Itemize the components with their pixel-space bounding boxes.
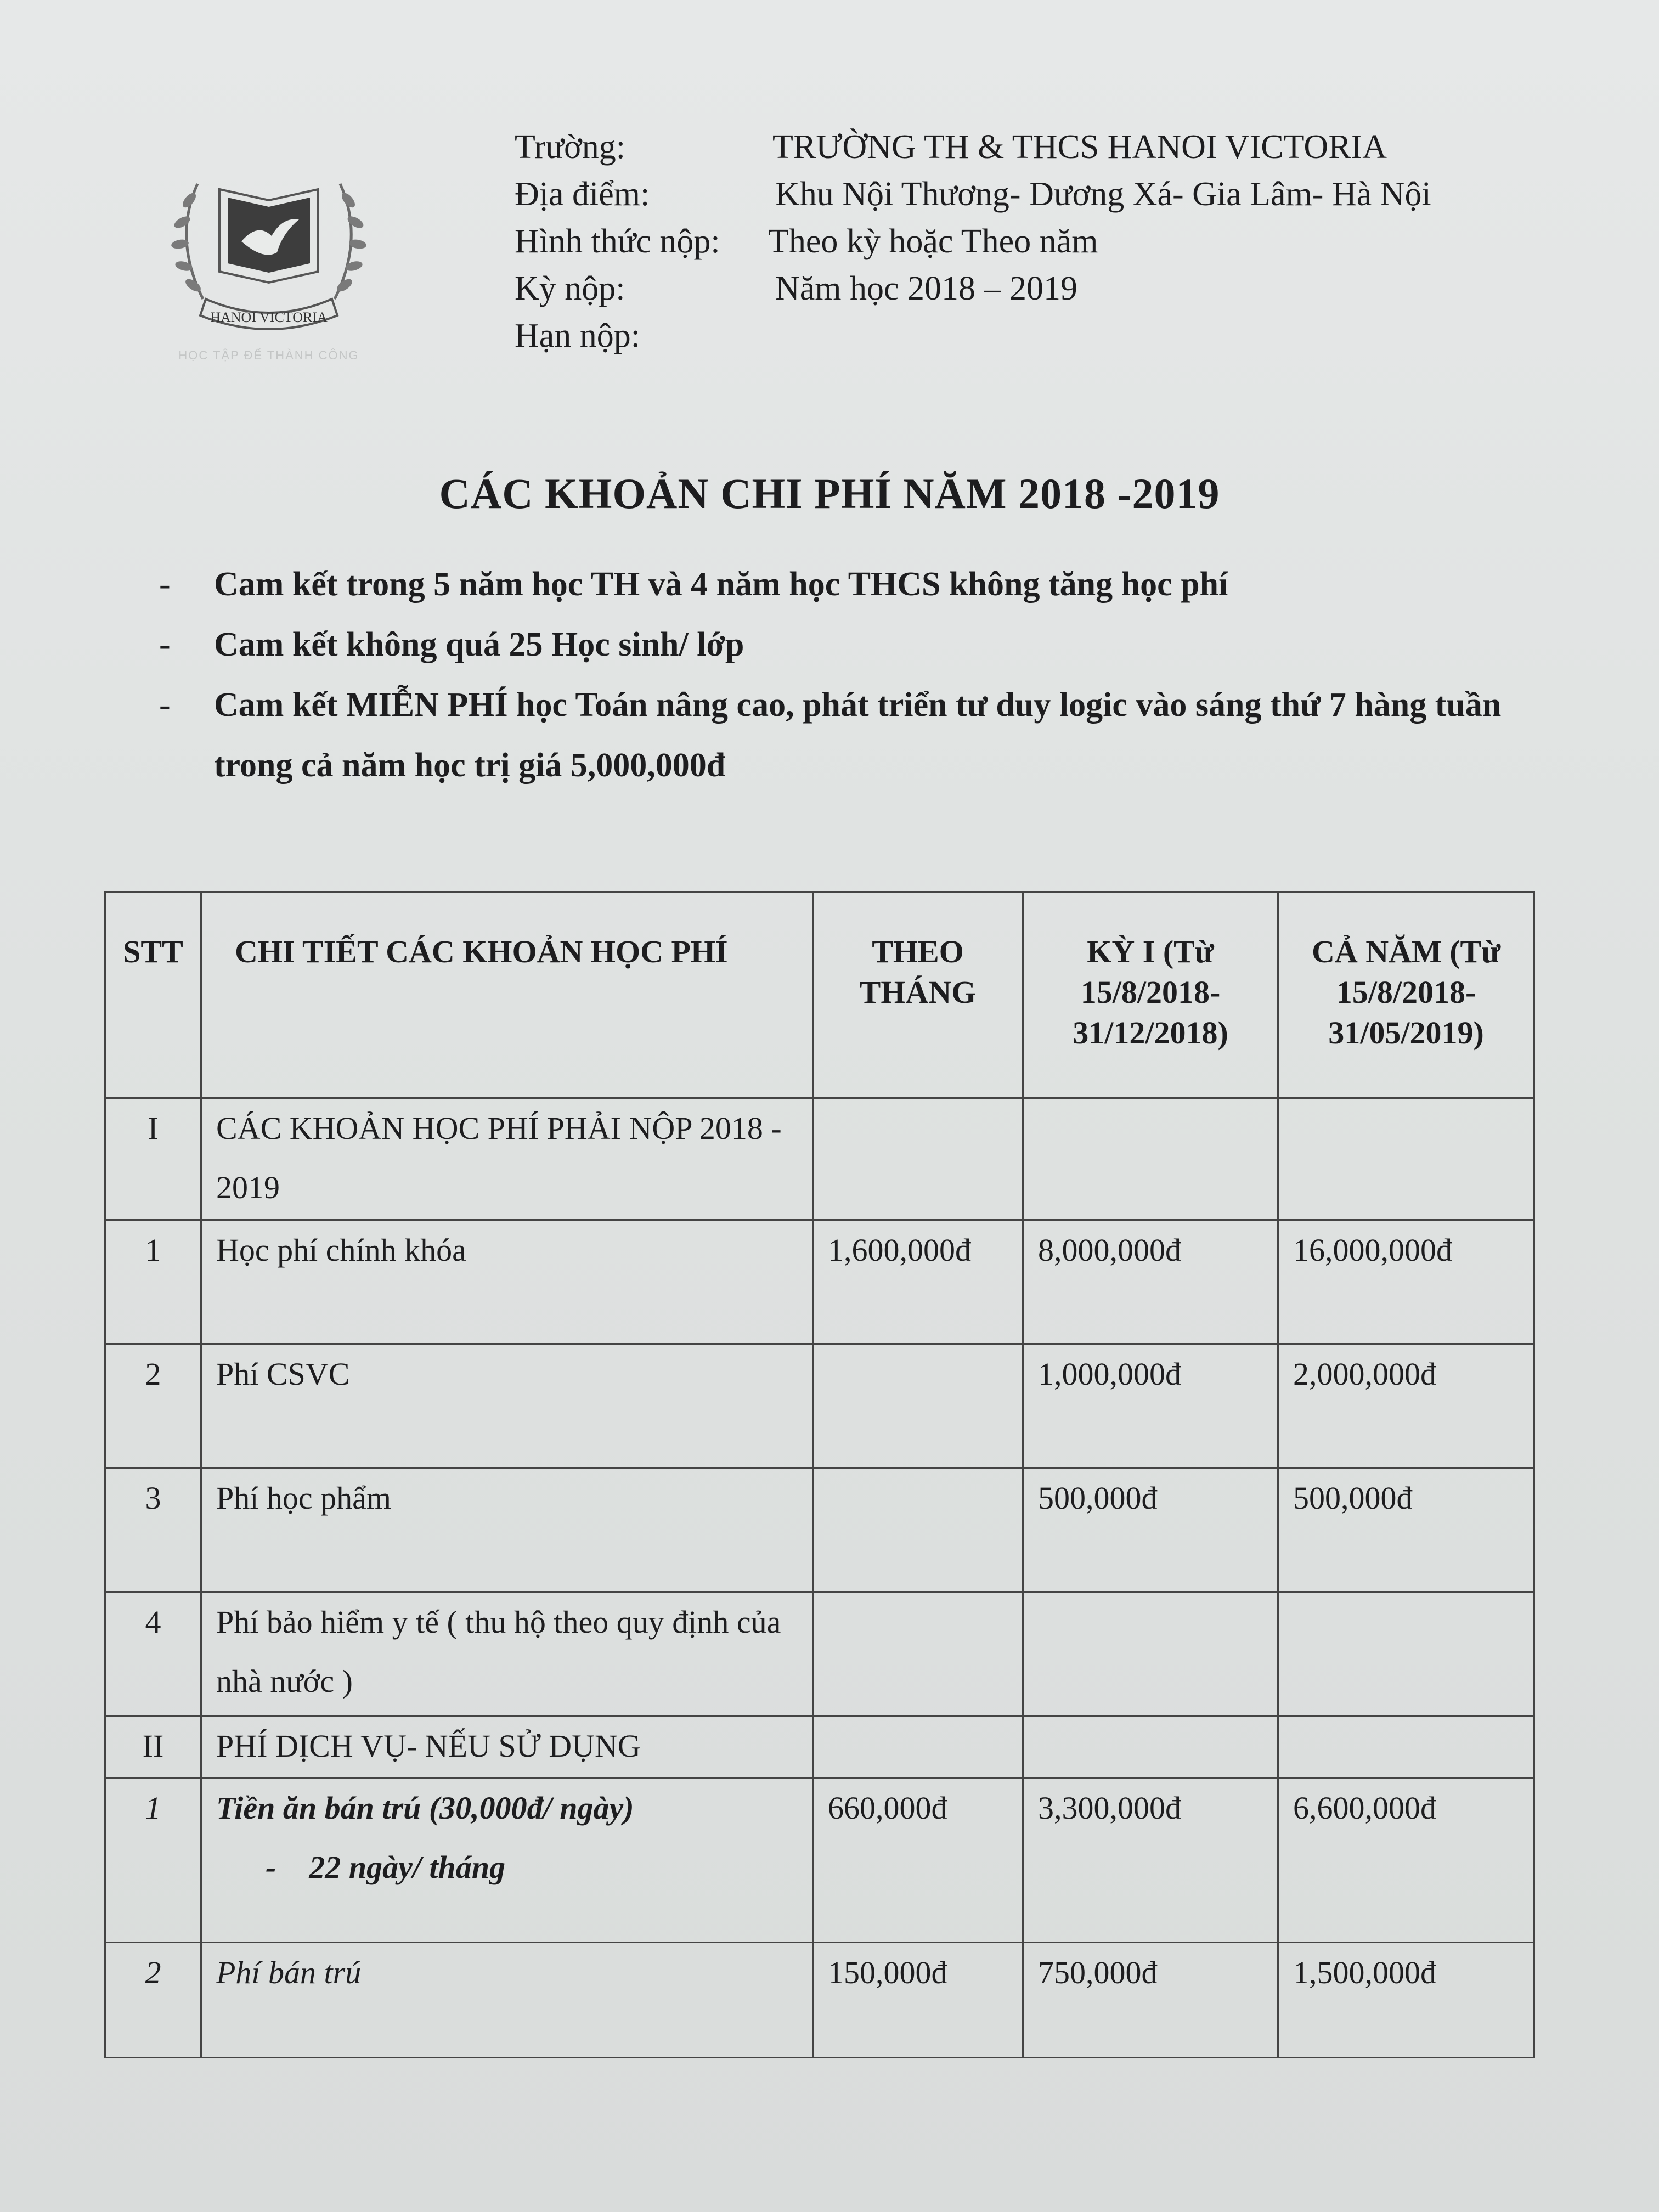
section-title: PHÍ DỊCH VỤ- NẾU SỬ DỤNG [201,1716,813,1778]
row-year: 6,600,000đ [1278,1778,1534,1943]
header-term1: KỲ I (Từ 15/8/2018-31/12/2018) [1023,893,1278,1098]
row-term1: 3,300,000đ [1023,1778,1278,1943]
school-logo [159,151,379,370]
commitment-text: Cam kết MIỄN PHÍ học Toán nâng cao, phát triển tư duy logic vào sáng thứ 7 hàng tuần trong cả năm học trị giá 5,000,000đ [214,686,1502,784]
row-term1: 500,000đ [1023,1468,1278,1592]
fee-table [104,891,1535,2058]
row-term1: 750,000đ [1023,1943,1278,2058]
row-name: Phí CSVC [201,1344,813,1468]
row-monthly: 150,000đ [813,1943,1023,2058]
table-header-row [105,893,1534,1098]
list-dash: - [159,686,171,724]
row-monthly [813,1468,1023,1592]
list-dash: - [266,1849,276,1885]
section-title: CÁC KHOẢN HỌC PHÍ PHẢI NỘP 2018 - 2019 [201,1098,813,1220]
row-term1: 8,000,000đ [1023,1220,1278,1344]
row-name: Học phí chính khóa [201,1220,813,1344]
commitment-text: Cam kết trong 5 năm học TH và 4 năm học THCS không tăng học phí [214,566,1228,603]
table-row [105,1468,1534,1592]
row-year: 2,000,000đ [1278,1344,1534,1468]
row-name: Tiền ăn bán trú (30,000đ/ ngày) [216,1790,634,1826]
table-row [105,1943,1534,2058]
list-dash: - [159,626,171,663]
document-title: CÁC KHOẢN CHI PHÍ NĂM 2018 -2019 [439,470,1220,517]
logo-banner-text: HANOI VICTORIA [210,309,328,325]
row-monthly [813,1344,1023,1468]
row-year [1278,1592,1534,1716]
row-year: 16,000,000đ [1278,1220,1534,1344]
payment-method-value: Theo kỳ hoặc Theo năm [768,223,1098,260]
commitment-item [159,675,1564,795]
logo-motto: HỌC TẬP ĐỂ THÀNH CÔNG [178,348,359,362]
table-row [105,1220,1534,1344]
row-name: Phí bảo hiểm y tế ( thu hộ theo quy định của nhà nước ) [201,1592,813,1716]
list-dash: - [159,566,171,603]
period-value: Năm học 2018 – 2019 [775,270,1078,307]
row-monthly: 660,000đ [813,1778,1023,1943]
row-stt: 2 [105,1344,201,1468]
row-term1: 1,000,000đ [1023,1344,1278,1468]
table-row [105,1344,1534,1468]
school-value: TRƯỜNG TH & THCS HANOI VICTORIA [772,128,1387,166]
school-label: Trường: [515,128,625,166]
period-label: Kỳ nộp: [515,270,625,307]
row-stt: 2 [105,1943,201,2058]
row-year: 500,000đ [1278,1468,1534,1592]
section-stt: II [105,1716,201,1778]
commitment-item [159,554,1564,614]
header-year: CẢ NĂM (Từ 15/8/2018-31/05/2019) [1278,893,1534,1098]
row-stt: 1 [105,1220,201,1344]
commitment-list [159,554,1564,795]
row-stt: 3 [105,1468,201,1592]
table-row [105,1592,1534,1716]
row-monthly [813,1592,1023,1716]
row-sub-item [216,1838,798,1897]
section-stt: I [105,1098,201,1220]
section-row [105,1098,1534,1220]
location-value: Khu Nội Thương- Dương Xá- Gia Lâm- Hà Nội [775,176,1431,213]
header-stt: STT [105,893,201,1098]
commitment-text: Cam kết không quá 25 Học sinh/ lớp [214,626,744,663]
header-monthly: THEO THÁNG [813,893,1023,1098]
row-sub-text: 22 ngày/ tháng [309,1849,506,1885]
deadline-label: Hạn nộp: [515,317,641,354]
row-name: Phí bán trú [201,1943,813,2058]
laurel-book-icon [159,151,379,370]
location-label: Địa điểm: [515,176,650,213]
table-row [105,1778,1534,1943]
payment-method-label: Hình thức nộp: [515,223,720,260]
row-monthly: 1,600,000đ [813,1220,1023,1344]
row-term1 [1023,1592,1278,1716]
section-row [105,1716,1534,1778]
row-stt: 1 [105,1778,201,1943]
commitment-item [159,614,1564,675]
row-year: 1,500,000đ [1278,1943,1534,2058]
row-name-cell [201,1778,813,1943]
header-detail: CHI TIẾT CÁC KHOẢN HỌC PHÍ [201,893,813,1098]
row-name: Phí học phẩm [201,1468,813,1592]
row-stt: 4 [105,1592,201,1716]
